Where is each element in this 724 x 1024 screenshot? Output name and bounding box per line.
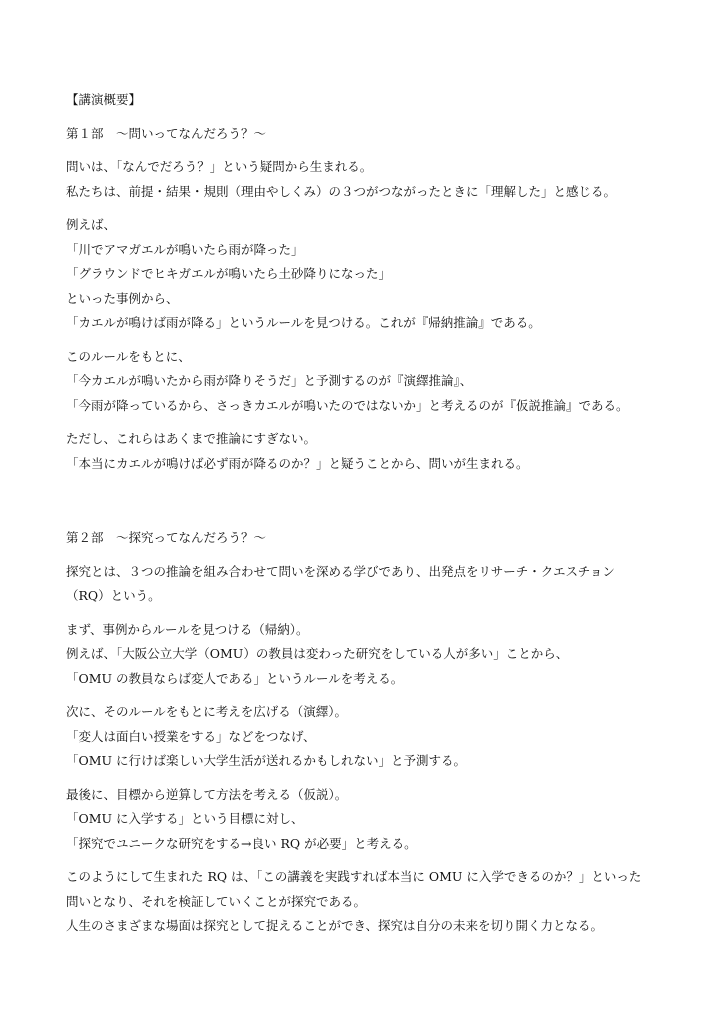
part1-heading: 第１部 ～問いってなんだろう？～	[66, 125, 267, 141]
text-line: まず、事例からルールを見つける（帰納）。	[66, 621, 309, 637]
text-line: 「本当にカエルが鳴けば必ず雨が降るのか？」と疑うことから、問いが生まれる。	[66, 455, 529, 471]
text-line: 「探究でユニークな研究をする→良い RQ が必要」と考える。	[66, 835, 417, 851]
part2-paragraph-5	[66, 865, 686, 939]
part2-paragraph-1	[66, 560, 686, 609]
part1-section	[66, 122, 686, 477]
text-line: 最後に、目標から逆算して方法を考える（仮説）。	[66, 786, 348, 802]
part2-section	[66, 526, 686, 939]
text-line: 「OMU の教員ならば変人である」というルールを考える。	[66, 670, 404, 686]
part1-paragraph-4	[66, 427, 686, 476]
text-line: （RQ）という。	[66, 588, 161, 603]
text-line: といった事例から、	[66, 290, 179, 306]
text-line: 「OMU に入学する」という目標に対し、	[66, 811, 304, 826]
part1-paragraph-3	[66, 345, 686, 419]
text-line: 例えば、「大阪公立大学（OMU）の教員は変わった研究をしている人が多い」ことから、	[66, 646, 569, 661]
text-line: 探究とは、３つの推論を組み合わせて問いを深める学びであり、出発点をリサーチ・クエスチョン	[66, 563, 615, 579]
text-line: 問いとなり、それを検証していくことが探究である。	[66, 893, 367, 909]
lecture-summary-document	[66, 88, 686, 939]
part1-paragraph-1	[66, 155, 686, 204]
part2-paragraph-3	[66, 700, 686, 774]
text-line: このルールをもとに、	[66, 348, 191, 364]
text-line: 次に、そのルールをもとに考えを広げる（演繹）。	[66, 704, 348, 719]
text-line: 「OMU に行けば楽しい大学生活が送れるかもしれない」と予測する。	[66, 753, 467, 768]
text-line: 「カエルが鳴けば雨が降る」というルールを見つける。これが『帰納推論』である。	[66, 315, 541, 330]
text-line: 「今カエルが鳴いたから雨が降りそうだ」と予測するのが『演繹推論』、	[66, 373, 473, 388]
part2-paragraph-4	[66, 783, 686, 857]
part1-paragraph-2	[66, 213, 686, 336]
text-line: 「グラウンドでヒキガエルが鳴いたら土砂降りになった」	[66, 266, 392, 281]
text-line: ただし、これらはあくまで推論にすぎない。	[66, 431, 317, 446]
text-line: 問いは、「なんでだろう？」という疑問から生まれる。	[66, 159, 373, 174]
text-line: 私たちは、前提・結果・規則（理由やしくみ）の３つがつながったときに「理解した」と感じる。	[66, 183, 617, 199]
text-line: 例えば、	[66, 217, 117, 232]
text-line: このようにして生まれた RQ は、「この講義を実践すれば本当に OMU に入学できるのか？」といった	[66, 869, 642, 884]
text-line: 「今雨が降っているから、さっきカエルが鳴いたのではないか」と考えるのが『仮説推論』である。	[66, 397, 629, 413]
text-line: 「川でアマガエルが鳴いたら雨が降った」	[66, 241, 304, 257]
overview-title: 【講演概要】	[66, 92, 142, 107]
part2-paragraph-2	[66, 618, 686, 692]
text-line: 人生のさまざまな場面は探究として捉えることができ、探究は自分の未来を切り開く力となる。	[66, 918, 604, 933]
part2-heading: 第２部 ～探究ってなんだろう？～	[66, 530, 267, 545]
text-line: 「変人は面白い授業をする」などをつなげ、	[66, 728, 316, 744]
